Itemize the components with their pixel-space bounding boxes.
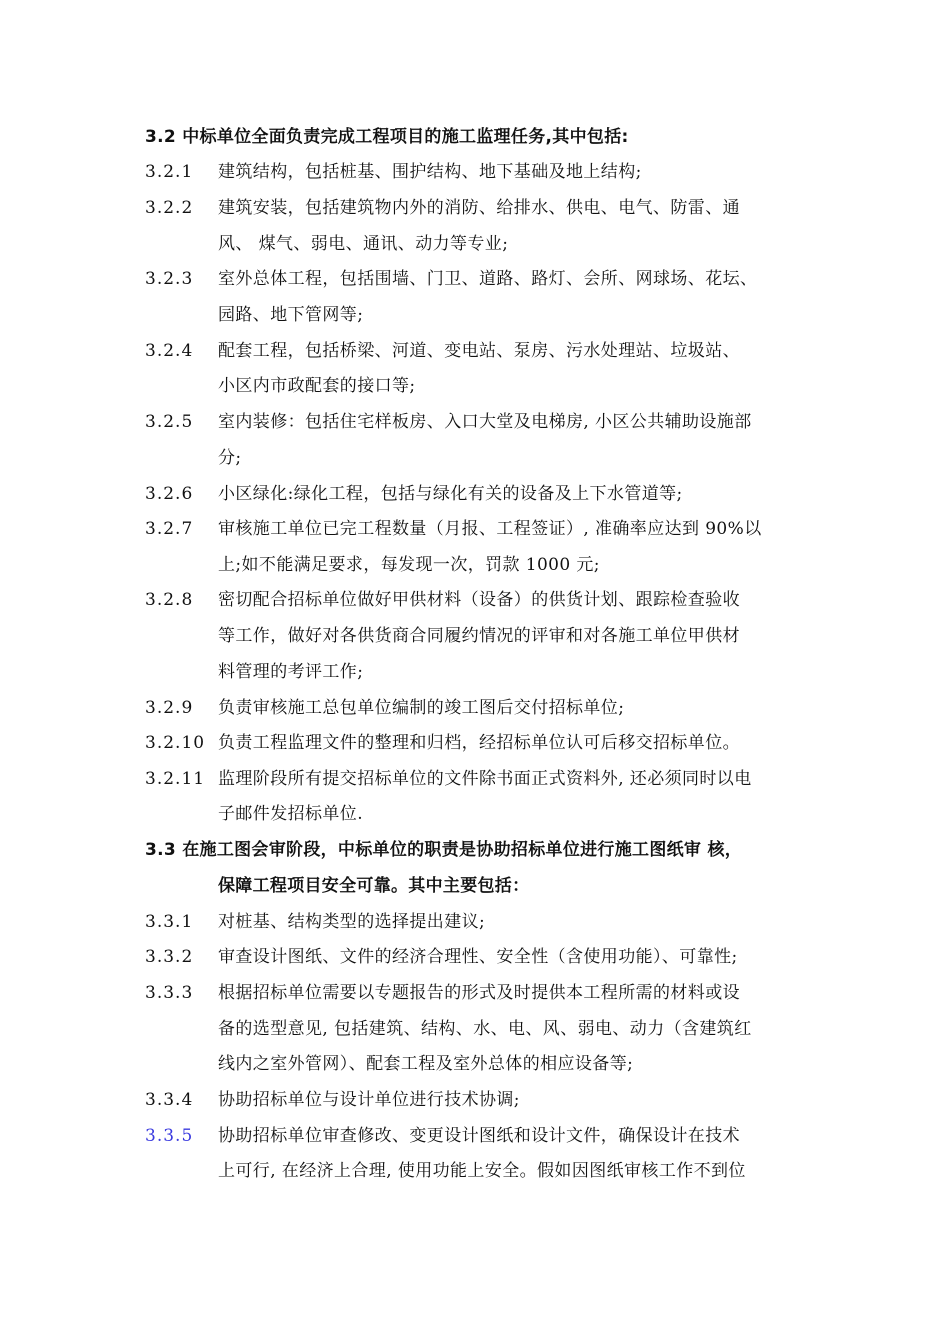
item-text-continued: 上可行, 在经济上合理, 使用功能上安全。假如因图纸审核工作不到位 (218, 1161, 746, 1181)
item-number: 3.3.1 (145, 912, 194, 932)
item-number: 3.2.11 (145, 769, 206, 789)
item-text: 负责工程监理文件的整理和归档，经招标单位认可后移交招标单位。 (218, 733, 740, 753)
item-text-continued: 线内之室外管网）、配套工程及室外总体的相应设备等; (218, 1054, 634, 1074)
item-text: 室外总体工程，包括围墙、门卫、道路、路灯、会所、网球场、花坛、 (218, 269, 758, 289)
item-text: 审查设计图纸、文件的经济合理性、安全性（含使用功能）、可靠性; (218, 947, 738, 967)
item-number: 3.2.2 (145, 198, 194, 218)
item-text: 协助招标单位与设计单位进行技术协调; (218, 1090, 520, 1110)
item-text: 对桩基、结构类型的选择提出建议; (218, 912, 486, 932)
item-text-continued: 风、 煤气、弱电、通讯、动力等专业; (218, 234, 509, 254)
item-number: 3.2.7 (145, 519, 194, 539)
item-text: 密切配合招标单位做好甲供材料（设备）的供货计划、跟踪检查验收 (218, 590, 740, 610)
section-heading-3-3: 3.3 在施工图会审阶段，中标单位的职责是协助招标单位进行施工图纸审 核， (145, 840, 743, 860)
item-number-highlighted: 3.3.5 (145, 1126, 194, 1146)
item-text: 根据招标单位需要以专题报告的形式及时提供本工程所需的材料或设 (218, 983, 740, 1003)
item-number: 3.2.5 (145, 412, 194, 432)
item-number: 3.3.2 (145, 947, 194, 967)
item-text: 协助招标单位审查修改、变更设计图纸和设计文件，确保设计在技术 (218, 1126, 740, 1146)
item-text-continued: 分; (218, 448, 242, 468)
item-text: 审核施工单位已完工程数量（月报、工程签证）, 准确率应达到 90%以 (218, 519, 762, 539)
item-number: 3.2.6 (145, 484, 194, 504)
item-text-continued: 上;如不能满足要求，每发现一次，罚款 1000 元; (218, 555, 600, 575)
item-number: 3.2.10 (145, 733, 206, 753)
item-number: 3.2.8 (145, 590, 194, 610)
section-heading-3-2: 3.2 中标单位全面负责完成工程项目的施工监理任务,其中包括: (145, 127, 629, 147)
item-text: 监理阶段所有提交招标单位的文件除书面正式资料外, 还必须同时以电 (218, 769, 752, 789)
section-heading-3-3-continued: 保障工程项目安全可靠。其中主要包括： (218, 876, 530, 896)
item-number: 3.2.3 (145, 269, 194, 289)
item-text: 负责审核施工总包单位编制的竣工图后交付招标单位; (218, 698, 625, 718)
item-number: 3.2.4 (145, 341, 194, 361)
item-number: 3.3.4 (145, 1090, 194, 1110)
item-text-continued: 料管理的考评工作; (218, 662, 364, 682)
item-text: 室内装修：包括住宅样板房、入口大堂及电梯房, 小区公共辅助设施部 (218, 412, 752, 432)
item-text: 小区绿化:绿化工程，包括与绿化有关的设备及上下水管道等; (218, 484, 683, 504)
item-text: 建筑结构，包括桩基、围护结构、地下基础及地上结构; (218, 162, 642, 182)
item-text: 建筑安装，包括建筑物内外的消防、给排水、供电、电气、防雷、通 (218, 198, 740, 218)
item-number: 3.2.1 (145, 162, 194, 182)
item-text-continued: 备的选型意见, 包括建筑、结构、水、电、风、弱电、动力（含建筑红 (218, 1019, 752, 1039)
item-text-continued: 园路、地下管网等; (218, 305, 364, 325)
item-text-continued: 等工作，做好对各供货商合同履约情况的评审和对各施工单位甲供材 (218, 626, 740, 646)
item-number: 3.3.3 (145, 983, 194, 1003)
item-number: 3.2.9 (145, 698, 194, 718)
item-text-continued: 小区内市政配套的接口等; (218, 376, 416, 396)
item-text-continued: 子邮件发招标单位. (218, 804, 364, 824)
item-text: 配套工程，包括桥梁、河道、变电站、泵房、污水处理站、垃圾站、 (218, 341, 740, 361)
